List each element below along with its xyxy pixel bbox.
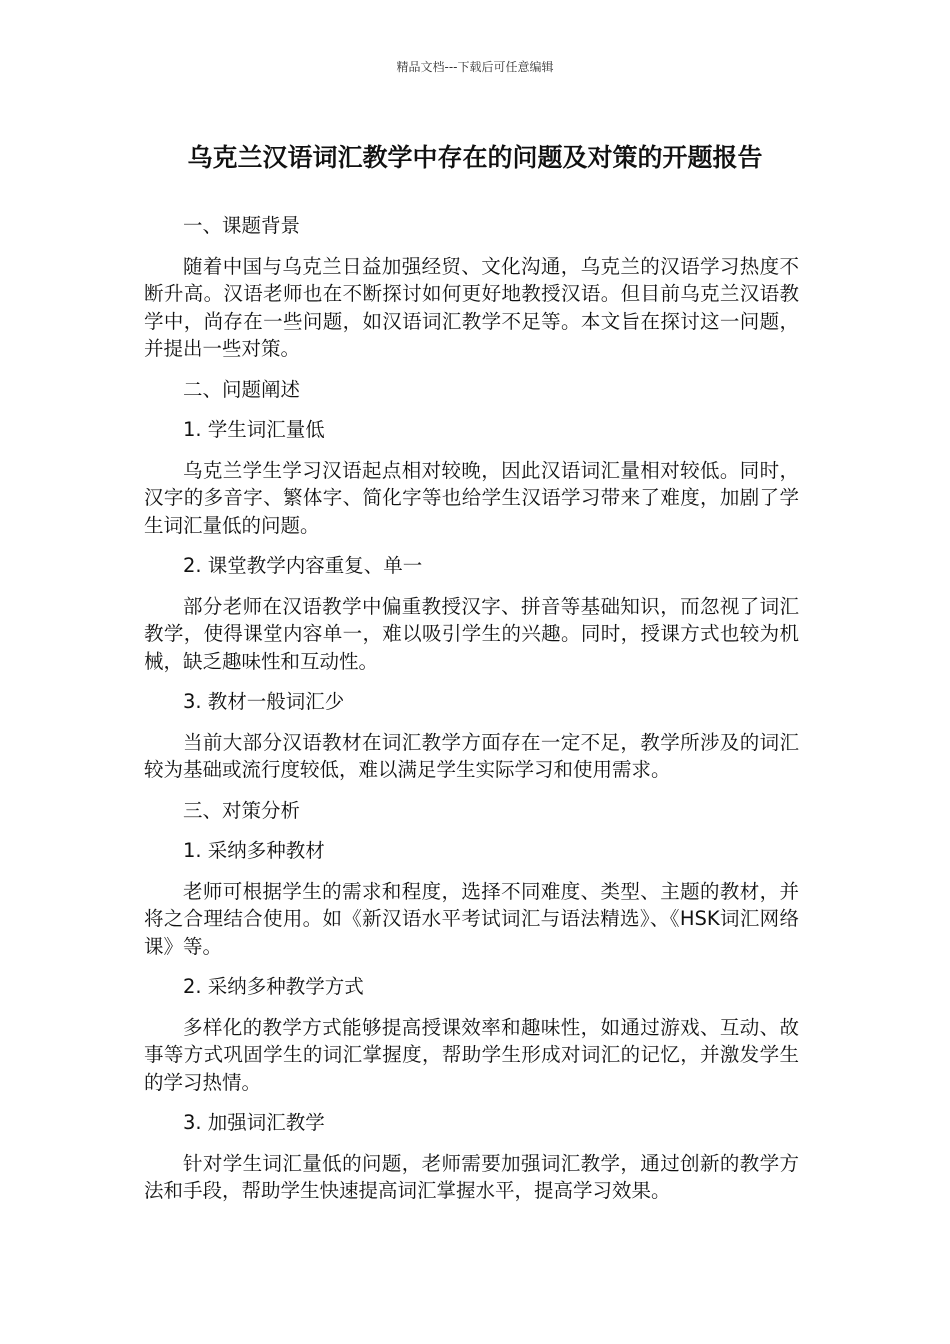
section-heading-problems: 二、问题阐述: [183, 377, 301, 401]
section-heading-background: 一、课题背景: [183, 214, 301, 237]
paragraph-teaching-methods: 多样化的教学方式能够提高授课效率和趣味性，如通过游戏、互动、故事等方式巩固学生的词汇掌握度，帮助学生形成对词汇的记忆，并激发学生的学习热情。: [144, 1015, 799, 1094]
paragraph-low-vocabulary: 乌克兰学生学习汉语起点相对较晚，因此汉语词汇量相对较低。同时，汉字的多音字、繁体字、简化字等也给学生汉语学习带来了难度，加剧了学生词汇量低的问题。: [144, 458, 799, 537]
subheading-repetitive-content: 2. 课堂教学内容重复、单一: [183, 554, 423, 577]
subheading-textbook-vocabulary: 3. 教材一般词汇少: [183, 690, 345, 713]
header-note: 精品文档---下载后可任意编辑: [396, 60, 554, 74]
document-title: 乌克兰汉语词汇教学中存在的问题及对策的开题报告: [187, 143, 763, 172]
subheading-multiple-textbooks: 1. 采纳多种教材: [183, 839, 325, 862]
paragraph-strengthen-vocabulary: 针对学生词汇量低的问题，老师需要加强词汇教学，通过创新的教学方法和手段，帮助学生快速提高词汇掌握水平，提高学习效果。: [144, 1151, 799, 1202]
paragraph-repetitive-content: 部分老师在汉语教学中偏重教授汉字、拼音等基础知识，而忽视了词汇教学，使得课堂内容单一，难以吸引学生的兴趣。同时，授课方式也较为机械，缺乏趣味性和互动性。: [144, 594, 799, 673]
subheading-low-vocabulary: 1. 学生词汇量低: [183, 418, 325, 441]
section-heading-countermeasures: 三、对策分析: [183, 798, 301, 822]
paragraph-textbook-vocabulary: 当前大部分汉语教材在词汇教学方面存在一定不足，教学所涉及的词汇较为基础或流行度较低，难以满足学生实际学习和使用需求。: [144, 730, 799, 781]
paragraph-background: 随着中国与乌克兰日益加强经贸、文化沟通，乌克兰的汉语学习热度不断升高。汉语老师也在不断探讨如何更好地教授汉语。但目前乌克兰汉语教学中，尚存在一些问题，如汉语词汇教学不足等。本文旨在探讨这一问题，并提出一些对策。: [144, 254, 799, 360]
subheading-strengthen-vocabulary: 3. 加强词汇教学: [183, 1111, 325, 1134]
document-body: [144, 212, 799, 1218]
paragraph-multiple-textbooks: 老师可根据学生的需求和程度，选择不同难度、类型、主题的教材，并将之合理结合使用。如《新汉语水平考试词汇与语法精选》、《HSK词汇网络课》等。: [144, 879, 799, 958]
subheading-teaching-methods: 2. 采纳多种教学方式: [183, 975, 364, 998]
